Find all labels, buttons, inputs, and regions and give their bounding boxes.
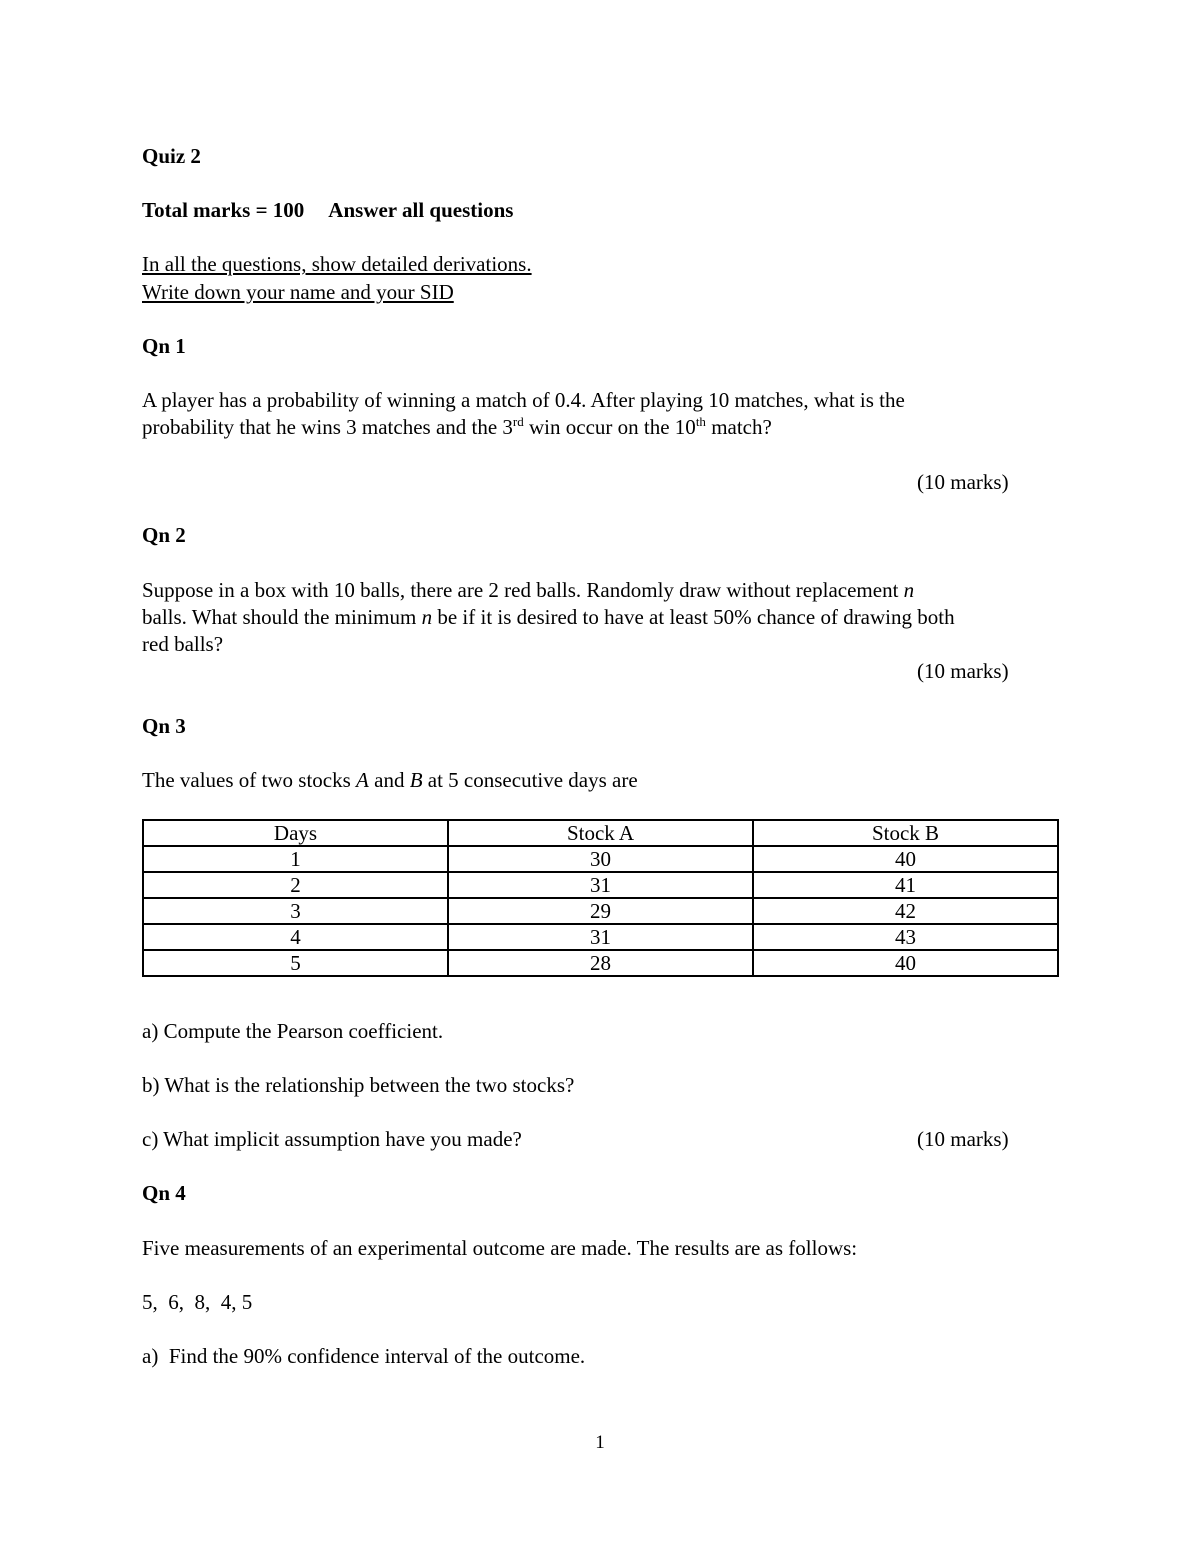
table-header-row (143, 820, 1058, 846)
q2-text-line1 (142, 577, 914, 603)
note-name-sid: Write down your name and your SID (142, 280, 454, 304)
q2-text-part: balls. What should the minimum (142, 605, 422, 629)
q4-intro: Five measurements of an experimental outcome are made. The results are as follows: (142, 1236, 858, 1260)
q3-text-part: The values of two stocks (142, 768, 357, 792)
quiz-title: Quiz 2 (142, 144, 201, 168)
table-row (143, 898, 1058, 924)
q2-text-line3: red balls? (142, 632, 224, 656)
q2-text-part: be if it is desired to have at least 50% chance of drawing both (432, 605, 955, 629)
q1-heading: Qn 1 (142, 334, 186, 358)
table-cell: 31 (448, 924, 753, 950)
page-number: 1 (595, 1432, 605, 1453)
quiz-header (142, 197, 513, 223)
q4-values: 5, 6, 8, 4, 5 (142, 1290, 253, 1314)
total-marks: Total marks = 100 (142, 198, 305, 222)
table-cell: 31 (448, 872, 753, 898)
q1-text-part: match? (705, 415, 772, 439)
table-cell: 28 (448, 950, 753, 976)
table-row (143, 872, 1058, 898)
table-cell: 4 (143, 924, 448, 950)
table-cell: 43 (753, 924, 1058, 950)
table-header-stock-b: Stock B (753, 820, 1058, 846)
table-cell: 30 (448, 846, 753, 872)
q1-text-line1: A player has a probability of winning a match of 0.4. After playing 10 matches, what is the (142, 388, 905, 412)
table-cell: 29 (448, 898, 753, 924)
q2-marks: (10 marks) (917, 659, 1009, 683)
q3-variable-a: A (356, 768, 369, 792)
q3-part-c: c) What implicit assumption have you made? (142, 1127, 522, 1151)
table-cell: 5 (143, 950, 448, 976)
stock-values-table (142, 819, 1059, 977)
answer-all-instruction: Answer all questions (328, 198, 514, 222)
q1-text-part: probability that he wins 3 matches and the 3 (142, 415, 513, 439)
table-cell: 42 (753, 898, 1058, 924)
note-derivations: In all the questions, show detailed derivations. (142, 252, 532, 276)
table-row (143, 924, 1058, 950)
table-row (143, 846, 1058, 872)
q2-text-line2 (142, 604, 955, 630)
q2-variable-n: n (903, 578, 915, 602)
table-row (143, 950, 1058, 976)
q3-heading: Qn 3 (142, 714, 186, 738)
table-cell: 40 (753, 950, 1058, 976)
table-cell: 1 (143, 846, 448, 872)
table-cell: 2 (143, 872, 448, 898)
q3-variable-b: B (409, 768, 423, 792)
q3-text-part: and (368, 768, 410, 792)
q3-marks: (10 marks) (917, 1127, 1009, 1151)
q4-heading: Qn 4 (142, 1181, 186, 1205)
q4-part-a: a) Find the 90% confidence interval of the outcome. (142, 1344, 586, 1368)
table-cell: 41 (753, 872, 1058, 898)
q2-variable-n: n (421, 605, 433, 629)
q1-text-line2 (142, 414, 772, 440)
table-header-stock-a: Stock A (448, 820, 753, 846)
q1-text-part: win occur on the 10 (523, 415, 696, 439)
q1-superscript-th: th (695, 414, 706, 429)
q1-marks: (10 marks) (917, 470, 1009, 494)
q1-superscript-rd: rd (512, 414, 524, 429)
q3-text-part: at 5 consecutive days are (422, 768, 638, 792)
q3-intro (142, 767, 638, 793)
table-cell: 3 (143, 898, 448, 924)
q3-part-a: a) Compute the Pearson coefficient. (142, 1019, 444, 1043)
table-header-days: Days (143, 820, 448, 846)
q3-part-b: b) What is the relationship between the two stocks? (142, 1073, 575, 1097)
q2-heading: Qn 2 (142, 523, 186, 547)
table-cell: 40 (753, 846, 1058, 872)
q2-text-part: Suppose in a box with 10 balls, there are 2 red balls. Randomly draw without replacement (142, 578, 904, 602)
